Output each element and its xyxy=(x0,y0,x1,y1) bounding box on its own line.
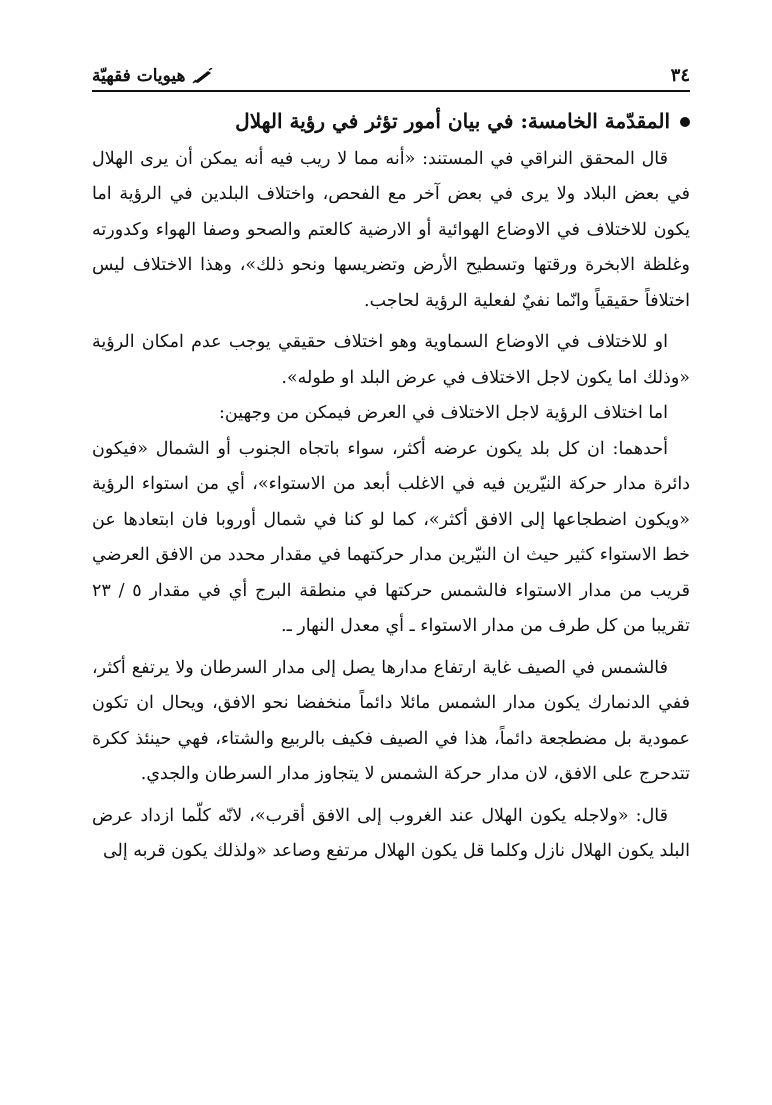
running-title: هيويات فقهيّة xyxy=(92,66,186,86)
paragraph-6: قال: «ولاجله يكون الهلال عند الغروب إلى الافق أقرب»، لانّه كلّما ازداد عرض البلد يكون الهلال نازل وكلما قل يكون الهلال مرتفع وصاعد «ولذلك يكون قربه إلى xyxy=(92,805,690,861)
bullet-icon xyxy=(680,117,690,127)
pen-icon xyxy=(192,68,214,84)
page-body xyxy=(92,104,690,870)
paragraph-5: فالشمس في الصيف غاية ارتفاع مدارها يصل إلى مدار السرطان ولا يرتفع أكثر، ففي الدنمارك يكون مدار الشمس مائلا دائماً منخفضا نحو الافق، ويحال ان تكون عمودية بل مضطجعة دائماً، هذا في الصيف فكيف بالربيع والشتاء، فهي حينئذ ككرة تتدحرج على الافق، لان مدار حركة الشمس لا يتجاوز مدار السرطان والجدي. xyxy=(92,657,690,784)
section-heading xyxy=(92,104,690,140)
paragraph-1: قال المحقق النراقي في المستند: «أنه مما لا ريب فيه أنه يمكن أن يرى الهلال في بعض البلاد ولا يرى في بعض آخر مع الفحص، واختلاف البلدين في الرؤية اما يكون للاختلاف في الاوضاع الهوائية أو الارضية كالعتم والصحو وصفا الهواء وكدورته وغلظة الابخرة ورقتها وتسطيح الأرض وتضريسها ونحو ذلك»، وهذا الاختلاف ليس اختلافاً حقيقياً وانّما نفيٌ لفعلية الرؤية لحاجب. xyxy=(92,148,690,311)
section-title: المقدّمة الخامسة: في بيان أمور تؤثر في رؤية الهلال xyxy=(235,109,670,133)
page-number: ٣٤ xyxy=(670,65,690,86)
paragraph-4: أحدهما: ان كل بلد يكون عرضه أكثر، سواء باتجاه الجنوب أو الشمال «فيكون دائرة مدار حركة النيّرين فيه في الاغلب أبعد من الاستواء»، أي من استواء الرؤية «ويكون اضطجاعها إلى الافق أكثر»، كما لو كنا في شمال أوروبا فان ابتعادها عن خط الاستواء كثير حيث ان النيّرين مدار حركتهما في مقدار محدد من الافق العرضي قريب من مدار الاستواء فالشمس حركتها في منطقة البرج أي في مقدار ٥ / ٢٣ تقريبا من كل طرف من مدار الاستواء ـ أي معدل النهار ـ. xyxy=(92,438,690,636)
paragraph-2: او للاختلاف في الاوضاع السماوية وهو اختلاف حقيقي يوجب عدم امكان الرؤية «وذلك اما يكون لاجل الاختلاف في عرض البلد او طوله». xyxy=(92,332,690,388)
page-header xyxy=(92,56,690,92)
paragraph-3: اما اختلاف الرؤية لاجل الاختلاف في العرض فيمكن من وجهين: xyxy=(219,403,668,423)
running-title-group xyxy=(92,66,214,86)
